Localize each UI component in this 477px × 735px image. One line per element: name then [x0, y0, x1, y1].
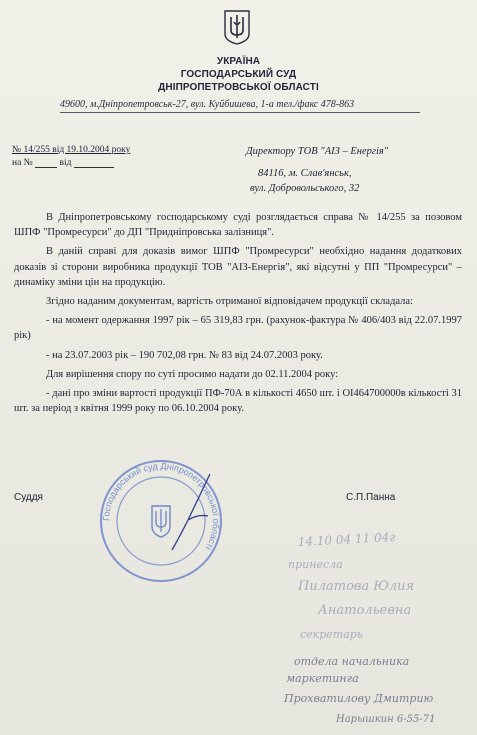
signature-role: Суддя	[14, 492, 43, 503]
signature-name: С.П.Панна	[346, 492, 396, 503]
registration-reply	[12, 158, 114, 168]
header-address: 49600, м.Дніпропетровськ-27, вул. Куйбишева, 1-а тел./факс 478-863	[60, 99, 355, 110]
letter-body	[14, 210, 462, 416]
body-paragraph-2: В даній справі для доказів вимог ШПФ "Промресурси" необхідно надання додаткових доказів зі сторони виробника продукції ТОВ "АІЗ-Енергія", які відсутні у ПП "Промресурси" – динаміку зміни цін на продукцію.	[14, 246, 462, 288]
body-paragraph-6: Для вирішення спору по суті просимо надати до 02.11.2004 року:	[46, 368, 339, 380]
hw-line-3: Пилатова Юлия	[298, 579, 415, 594]
body-paragraph-1: В Дніпропетровському господарському суді розглядається справа № 14/255 за позовом ШПФ "Промресурси" до ДП "Придніпровська залізниця".	[14, 212, 462, 239]
hw-line-9: Нарышкин 6-55-71	[336, 714, 436, 725]
header-divider	[60, 112, 420, 113]
header-country: УКРАЇНА	[216, 56, 261, 67]
reg-reply-no: на №	[12, 158, 33, 168]
hw-line-5: секретарь	[300, 628, 363, 641]
registration-number: № 14/255 від 19.10.2004 року	[12, 145, 131, 155]
hw-line-8: Прохватилову Дмитрию	[284, 692, 434, 705]
header-court: ГОСПОДАРСЬКИЙ СУД	[180, 69, 297, 80]
hw-line-4: Анатольевна	[318, 603, 412, 618]
stamp-text: Господарський суд Дніпропетровської області	[100, 460, 222, 552]
body-paragraph-5: - на 23.07.2003 рік – 190 702,08 грн. № 83 від 24.07.2003 року.	[46, 349, 323, 361]
addressee-city: 84116, м. Слав'янськ,	[258, 168, 352, 179]
body-paragraph-4: - на момент одержання 1997 рік – 65 319,83 грн. (рахунок-фактура № 406/403 від 22.07.1997 рік)	[14, 315, 462, 342]
hw-line-7: маркетинга	[286, 672, 359, 685]
hw-line-1: 14.10 04 11 04г	[297, 530, 396, 549]
handwritten-note	[280, 530, 475, 730]
hw-line-2: принесла	[288, 558, 343, 571]
body-paragraph-3: Згідно наданим документам, вартість отриманої відповідачем продукції складала:	[46, 296, 413, 308]
reg-reply-from: від	[59, 158, 72, 168]
hw-line-6: отдела начальника	[294, 655, 410, 668]
signature-mark	[150, 470, 230, 560]
header-region: ДНІПРОПЕТРОВСЬКОЇ ОБЛАСТІ	[158, 82, 319, 93]
addressee-street: вул. Добровольського, 32	[250, 183, 360, 194]
coat-of-arms-icon	[222, 8, 252, 46]
body-paragraph-7: - дані про зміни вартості продукції ПФ-70А в кількості 4650 шт. і ОІ464700000в кількості 31 шт. за період з квітня 1999 року по 06.10.2004 року.	[14, 388, 462, 415]
addressee-title: Директору ТОВ "АІЗ – Енергія"	[246, 146, 389, 157]
